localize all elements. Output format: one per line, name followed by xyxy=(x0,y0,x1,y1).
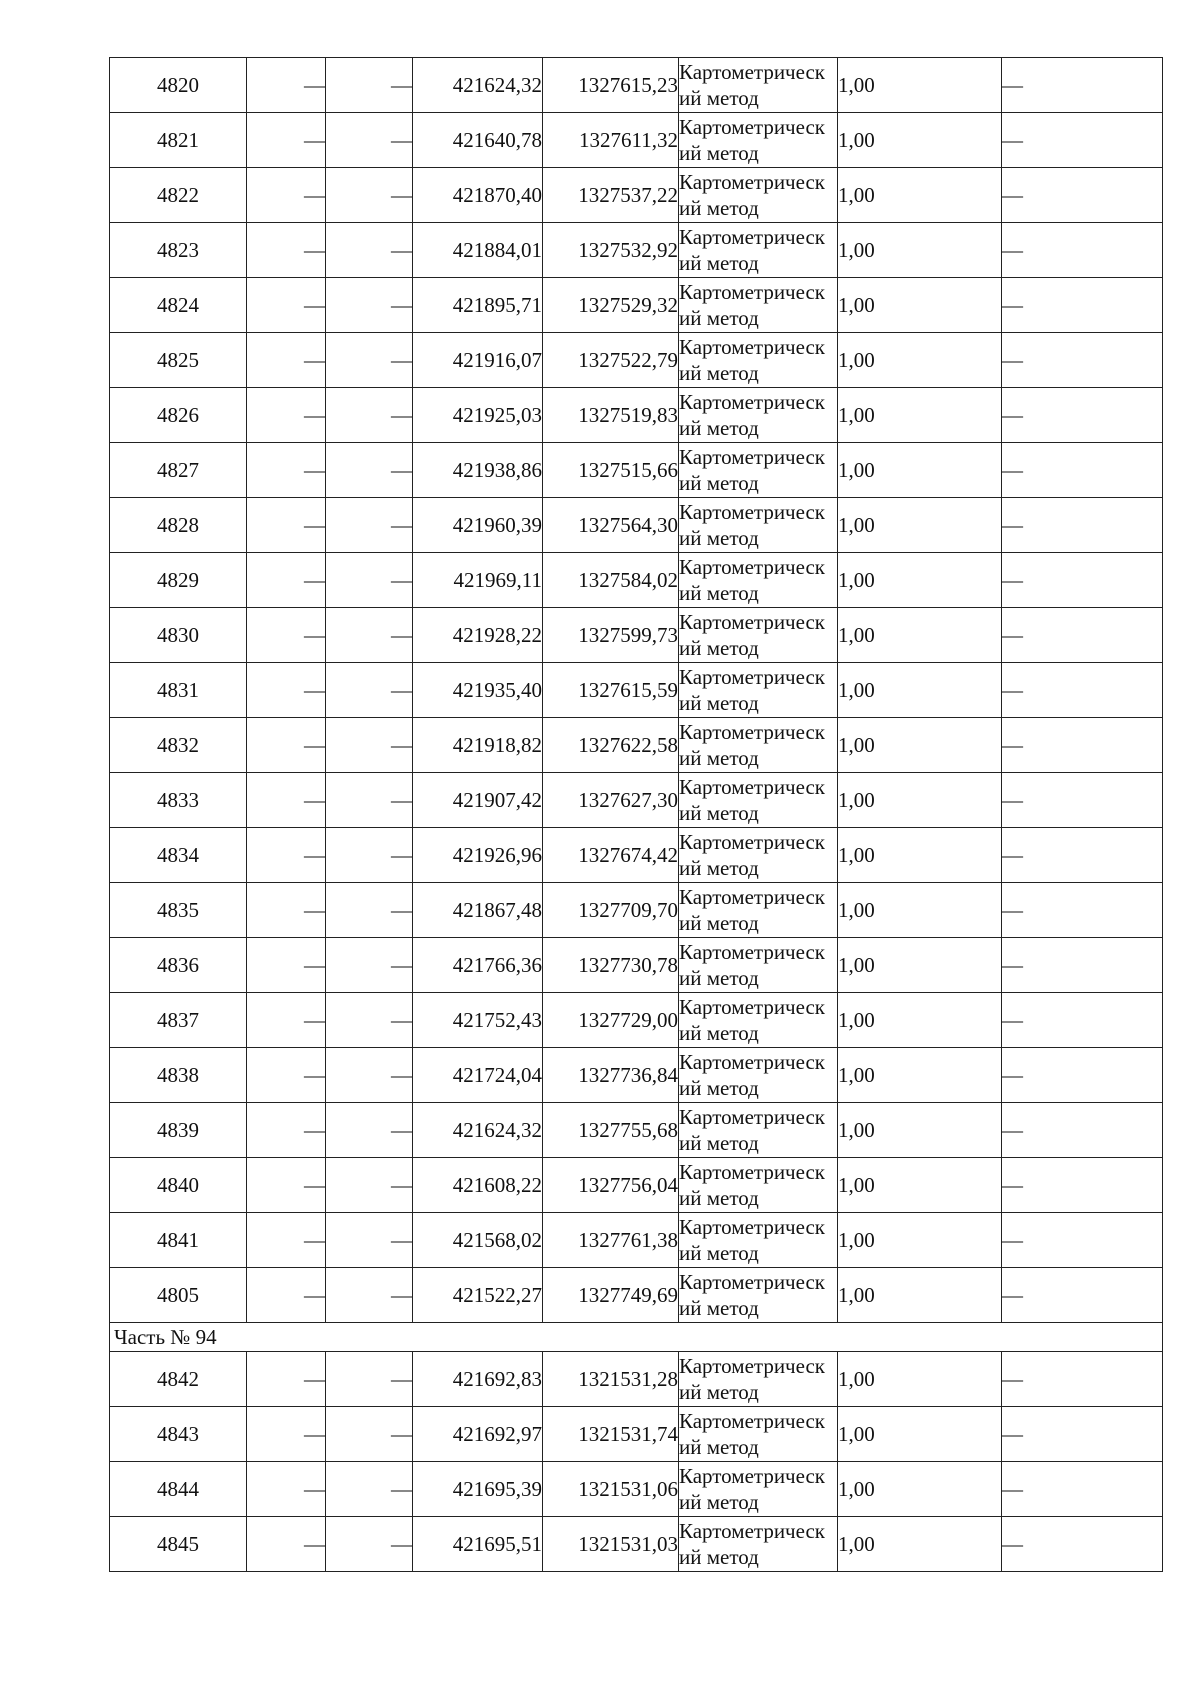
point-number-cell: 4824 xyxy=(110,278,247,333)
empty-value-cell: — xyxy=(326,1462,413,1517)
method-cell: Картометрическ ий метод xyxy=(679,1158,838,1213)
description-cell: — xyxy=(1002,663,1163,718)
description-cell: — xyxy=(1002,883,1163,938)
x-coordinate-cell: 421916,07 xyxy=(413,333,543,388)
y-coordinate-cell: 1321531,03 xyxy=(543,1517,679,1572)
precision-cell: 1,00 xyxy=(838,608,1002,663)
precision-cell: 1,00 xyxy=(838,828,1002,883)
x-coordinate-cell: 421928,22 xyxy=(413,608,543,663)
point-number-cell: 4834 xyxy=(110,828,247,883)
y-coordinate-cell: 1327537,22 xyxy=(543,168,679,223)
empty-value-cell: — xyxy=(247,1268,326,1323)
empty-value-cell: — xyxy=(247,443,326,498)
x-coordinate-cell: 421752,43 xyxy=(413,993,543,1048)
description-cell: — xyxy=(1002,1352,1163,1407)
point-number-cell: 4844 xyxy=(110,1462,247,1517)
point-number-cell: 4838 xyxy=(110,1048,247,1103)
x-coordinate-cell: 421938,86 xyxy=(413,443,543,498)
empty-value-cell: — xyxy=(326,663,413,718)
table-row xyxy=(110,223,1163,278)
empty-value-cell: — xyxy=(326,1103,413,1158)
method-cell: Картометрическ ий метод xyxy=(679,1268,838,1323)
precision-cell: 1,00 xyxy=(838,1352,1002,1407)
y-coordinate-cell: 1327622,58 xyxy=(543,718,679,773)
point-number-cell: 4820 xyxy=(110,58,247,113)
point-number-cell: 4826 xyxy=(110,388,247,443)
empty-value-cell: — xyxy=(326,113,413,168)
x-coordinate-cell: 421935,40 xyxy=(413,663,543,718)
y-coordinate-cell: 1327522,79 xyxy=(543,333,679,388)
y-coordinate-cell: 1327761,38 xyxy=(543,1213,679,1268)
empty-value-cell: — xyxy=(247,663,326,718)
precision-cell: 1,00 xyxy=(838,938,1002,993)
description-cell: — xyxy=(1002,993,1163,1048)
coordinates-table xyxy=(109,57,1163,1572)
x-coordinate-cell: 421870,40 xyxy=(413,168,543,223)
description-cell: — xyxy=(1002,113,1163,168)
point-number-cell: 4831 xyxy=(110,663,247,718)
description-cell: — xyxy=(1002,58,1163,113)
empty-value-cell: — xyxy=(247,278,326,333)
method-cell: Картометрическ ий метод xyxy=(679,223,838,278)
description-cell: — xyxy=(1002,223,1163,278)
method-cell: Картометрическ ий метод xyxy=(679,718,838,773)
empty-value-cell: — xyxy=(247,938,326,993)
point-number-cell: 4833 xyxy=(110,773,247,828)
table-row xyxy=(110,1048,1163,1103)
empty-value-cell: — xyxy=(326,773,413,828)
y-coordinate-cell: 1327615,23 xyxy=(543,58,679,113)
empty-value-cell: — xyxy=(326,718,413,773)
empty-value-cell: — xyxy=(247,1103,326,1158)
precision-cell: 1,00 xyxy=(838,1517,1002,1572)
table-row xyxy=(110,1462,1163,1517)
precision-cell: 1,00 xyxy=(838,388,1002,443)
point-number-cell: 4839 xyxy=(110,1103,247,1158)
empty-value-cell: — xyxy=(247,1517,326,1572)
y-coordinate-cell: 1327515,66 xyxy=(543,443,679,498)
x-coordinate-cell: 421766,36 xyxy=(413,938,543,993)
empty-value-cell: — xyxy=(326,1048,413,1103)
section-header xyxy=(110,1323,1163,1352)
part2-rows xyxy=(110,1352,1163,1572)
point-number-cell: 4843 xyxy=(110,1407,247,1462)
empty-value-cell: — xyxy=(247,223,326,278)
description-cell: — xyxy=(1002,168,1163,223)
point-number-cell: 4825 xyxy=(110,333,247,388)
table-row xyxy=(110,663,1163,718)
precision-cell: 1,00 xyxy=(838,993,1002,1048)
table-row xyxy=(110,938,1163,993)
precision-cell: 1,00 xyxy=(838,663,1002,718)
x-coordinate-cell: 421608,22 xyxy=(413,1158,543,1213)
precision-cell: 1,00 xyxy=(838,1462,1002,1517)
empty-value-cell: — xyxy=(326,1158,413,1213)
method-cell: Картометрическ ий метод xyxy=(679,1213,838,1268)
point-number-cell: 4836 xyxy=(110,938,247,993)
table-row xyxy=(110,1103,1163,1158)
empty-value-cell: — xyxy=(326,828,413,883)
point-number-cell: 4827 xyxy=(110,443,247,498)
empty-value-cell: — xyxy=(247,333,326,388)
x-coordinate-cell: 421624,32 xyxy=(413,58,543,113)
empty-value-cell: — xyxy=(326,608,413,663)
method-cell: Картометрическ ий метод xyxy=(679,443,838,498)
point-number-cell: 4837 xyxy=(110,993,247,1048)
precision-cell: 1,00 xyxy=(838,553,1002,608)
description-cell: — xyxy=(1002,718,1163,773)
precision-cell: 1,00 xyxy=(838,718,1002,773)
description-cell: — xyxy=(1002,1158,1163,1213)
description-cell: — xyxy=(1002,388,1163,443)
precision-cell: 1,00 xyxy=(838,773,1002,828)
empty-value-cell: — xyxy=(247,58,326,113)
empty-value-cell: — xyxy=(326,223,413,278)
table-row xyxy=(110,608,1163,663)
method-cell: Картометрическ ий метод xyxy=(679,168,838,223)
x-coordinate-cell: 421926,96 xyxy=(413,828,543,883)
x-coordinate-cell: 421695,51 xyxy=(413,1517,543,1572)
x-coordinate-cell: 421884,01 xyxy=(413,223,543,278)
empty-value-cell: — xyxy=(326,278,413,333)
empty-value-cell: — xyxy=(326,993,413,1048)
empty-value-cell: — xyxy=(247,883,326,938)
precision-cell: 1,00 xyxy=(838,1213,1002,1268)
y-coordinate-cell: 1327532,92 xyxy=(543,223,679,278)
x-coordinate-cell: 421568,02 xyxy=(413,1213,543,1268)
point-number-cell: 4840 xyxy=(110,1158,247,1213)
method-cell: Картометрическ ий метод xyxy=(679,388,838,443)
precision-cell: 1,00 xyxy=(838,1048,1002,1103)
part1-rows xyxy=(110,58,1163,1323)
table-row xyxy=(110,718,1163,773)
precision-cell: 1,00 xyxy=(838,1103,1002,1158)
table-row xyxy=(110,443,1163,498)
y-coordinate-cell: 1321531,28 xyxy=(543,1352,679,1407)
y-coordinate-cell: 1327729,00 xyxy=(543,993,679,1048)
empty-value-cell: — xyxy=(326,883,413,938)
table-row xyxy=(110,278,1163,333)
point-number-cell: 4821 xyxy=(110,113,247,168)
empty-value-cell: — xyxy=(247,388,326,443)
empty-value-cell: — xyxy=(247,993,326,1048)
empty-value-cell: — xyxy=(247,718,326,773)
point-number-cell: 4805 xyxy=(110,1268,247,1323)
description-cell: — xyxy=(1002,1407,1163,1462)
method-cell: Картометрическ ий метод xyxy=(679,498,838,553)
y-coordinate-cell: 1327529,32 xyxy=(543,278,679,333)
table-row xyxy=(110,168,1163,223)
x-coordinate-cell: 421907,42 xyxy=(413,773,543,828)
description-cell: — xyxy=(1002,278,1163,333)
empty-value-cell: — xyxy=(326,938,413,993)
description-cell: — xyxy=(1002,1268,1163,1323)
table-row xyxy=(110,58,1163,113)
table-row xyxy=(110,993,1163,1048)
y-coordinate-cell: 1327749,69 xyxy=(543,1268,679,1323)
table-row xyxy=(110,883,1163,938)
point-number-cell: 4822 xyxy=(110,168,247,223)
method-cell: Картометрическ ий метод xyxy=(679,883,838,938)
point-number-cell: 4842 xyxy=(110,1352,247,1407)
description-cell: — xyxy=(1002,773,1163,828)
y-coordinate-cell: 1327584,02 xyxy=(543,553,679,608)
y-coordinate-cell: 1327599,73 xyxy=(543,608,679,663)
empty-value-cell: — xyxy=(247,1158,326,1213)
empty-value-cell: — xyxy=(326,1352,413,1407)
precision-cell: 1,00 xyxy=(838,443,1002,498)
x-coordinate-cell: 421695,39 xyxy=(413,1462,543,1517)
empty-value-cell: — xyxy=(247,1352,326,1407)
empty-value-cell: — xyxy=(326,333,413,388)
table-row xyxy=(110,1517,1163,1572)
precision-cell: 1,00 xyxy=(838,113,1002,168)
empty-value-cell: — xyxy=(247,113,326,168)
x-coordinate-cell: 421692,83 xyxy=(413,1352,543,1407)
precision-cell: 1,00 xyxy=(838,883,1002,938)
x-coordinate-cell: 421692,97 xyxy=(413,1407,543,1462)
table-row xyxy=(110,113,1163,168)
x-coordinate-cell: 421969,11 xyxy=(413,553,543,608)
x-coordinate-cell: 421918,82 xyxy=(413,718,543,773)
point-number-cell: 4829 xyxy=(110,553,247,608)
x-coordinate-cell: 421724,04 xyxy=(413,1048,543,1103)
x-coordinate-cell: 421895,71 xyxy=(413,278,543,333)
table-row xyxy=(110,773,1163,828)
x-coordinate-cell: 421522,27 xyxy=(413,1268,543,1323)
empty-value-cell: — xyxy=(326,443,413,498)
x-coordinate-cell: 421640,78 xyxy=(413,113,543,168)
section-row xyxy=(110,1323,1163,1352)
table-row xyxy=(110,333,1163,388)
method-cell: Картометрическ ий метод xyxy=(679,1103,838,1158)
empty-value-cell: — xyxy=(247,1462,326,1517)
point-number-cell: 4832 xyxy=(110,718,247,773)
y-coordinate-cell: 1327564,30 xyxy=(543,498,679,553)
method-cell: Картометрическ ий метод xyxy=(679,773,838,828)
precision-cell: 1,00 xyxy=(838,223,1002,278)
empty-value-cell: — xyxy=(326,1268,413,1323)
table-row xyxy=(110,1158,1163,1213)
empty-value-cell: — xyxy=(247,1407,326,1462)
description-cell: — xyxy=(1002,333,1163,388)
section-label: Часть № 94 xyxy=(110,1323,1163,1352)
method-cell: Картометрическ ий метод xyxy=(679,1048,838,1103)
table-row xyxy=(110,388,1163,443)
method-cell: Картометрическ ий метод xyxy=(679,663,838,718)
method-cell: Картометрическ ий метод xyxy=(679,608,838,663)
description-cell: — xyxy=(1002,1103,1163,1158)
point-number-cell: 4841 xyxy=(110,1213,247,1268)
method-cell: Картометрическ ий метод xyxy=(679,278,838,333)
table-row xyxy=(110,828,1163,883)
precision-cell: 1,00 xyxy=(838,1268,1002,1323)
empty-value-cell: — xyxy=(247,553,326,608)
x-coordinate-cell: 421867,48 xyxy=(413,883,543,938)
description-cell: — xyxy=(1002,608,1163,663)
empty-value-cell: — xyxy=(247,773,326,828)
table-row xyxy=(110,1268,1163,1323)
empty-value-cell: — xyxy=(326,1407,413,1462)
method-cell: Картометрическ ий метод xyxy=(679,938,838,993)
description-cell: — xyxy=(1002,1462,1163,1517)
method-cell: Картометрическ ий метод xyxy=(679,1407,838,1462)
point-number-cell: 4835 xyxy=(110,883,247,938)
empty-value-cell: — xyxy=(326,1213,413,1268)
method-cell: Картометрическ ий метод xyxy=(679,1352,838,1407)
x-coordinate-cell: 421960,39 xyxy=(413,498,543,553)
description-cell: — xyxy=(1002,1213,1163,1268)
y-coordinate-cell: 1321531,74 xyxy=(543,1407,679,1462)
description-cell: — xyxy=(1002,553,1163,608)
y-coordinate-cell: 1321531,06 xyxy=(543,1462,679,1517)
table-row xyxy=(110,1407,1163,1462)
table-row xyxy=(110,1352,1163,1407)
description-cell: — xyxy=(1002,1048,1163,1103)
x-coordinate-cell: 421624,32 xyxy=(413,1103,543,1158)
point-number-cell: 4828 xyxy=(110,498,247,553)
empty-value-cell: — xyxy=(326,498,413,553)
method-cell: Картометрическ ий метод xyxy=(679,553,838,608)
description-cell: — xyxy=(1002,443,1163,498)
precision-cell: 1,00 xyxy=(838,333,1002,388)
empty-value-cell: — xyxy=(326,553,413,608)
table-row xyxy=(110,1213,1163,1268)
y-coordinate-cell: 1327755,68 xyxy=(543,1103,679,1158)
method-cell: Картометрическ ий метод xyxy=(679,333,838,388)
table-row xyxy=(110,553,1163,608)
method-cell: Картометрическ ий метод xyxy=(679,828,838,883)
empty-value-cell: — xyxy=(247,1048,326,1103)
empty-value-cell: — xyxy=(247,498,326,553)
method-cell: Картометрическ ий метод xyxy=(679,1517,838,1572)
x-coordinate-cell: 421925,03 xyxy=(413,388,543,443)
empty-value-cell: — xyxy=(326,1517,413,1572)
empty-value-cell: — xyxy=(326,388,413,443)
method-cell: Картометрическ ий метод xyxy=(679,58,838,113)
description-cell: — xyxy=(1002,938,1163,993)
y-coordinate-cell: 1327756,04 xyxy=(543,1158,679,1213)
y-coordinate-cell: 1327611,32 xyxy=(543,113,679,168)
method-cell: Картометрическ ий метод xyxy=(679,1462,838,1517)
y-coordinate-cell: 1327709,70 xyxy=(543,883,679,938)
point-number-cell: 4830 xyxy=(110,608,247,663)
point-number-cell: 4823 xyxy=(110,223,247,278)
empty-value-cell: — xyxy=(247,1213,326,1268)
y-coordinate-cell: 1327674,42 xyxy=(543,828,679,883)
empty-value-cell: — xyxy=(247,608,326,663)
method-cell: Картометрическ ий метод xyxy=(679,993,838,1048)
point-number-cell: 4845 xyxy=(110,1517,247,1572)
y-coordinate-cell: 1327519,83 xyxy=(543,388,679,443)
empty-value-cell: — xyxy=(326,58,413,113)
precision-cell: 1,00 xyxy=(838,168,1002,223)
y-coordinate-cell: 1327736,84 xyxy=(543,1048,679,1103)
empty-value-cell: — xyxy=(247,168,326,223)
table-row xyxy=(110,498,1163,553)
description-cell: — xyxy=(1002,1517,1163,1572)
empty-value-cell: — xyxy=(326,168,413,223)
description-cell: — xyxy=(1002,828,1163,883)
precision-cell: 1,00 xyxy=(838,278,1002,333)
precision-cell: 1,00 xyxy=(838,1407,1002,1462)
y-coordinate-cell: 1327627,30 xyxy=(543,773,679,828)
description-cell: — xyxy=(1002,498,1163,553)
precision-cell: 1,00 xyxy=(838,1158,1002,1213)
y-coordinate-cell: 1327615,59 xyxy=(543,663,679,718)
precision-cell: 1,00 xyxy=(838,58,1002,113)
y-coordinate-cell: 1327730,78 xyxy=(543,938,679,993)
method-cell: Картометрическ ий метод xyxy=(679,113,838,168)
empty-value-cell: — xyxy=(247,828,326,883)
precision-cell: 1,00 xyxy=(838,498,1002,553)
